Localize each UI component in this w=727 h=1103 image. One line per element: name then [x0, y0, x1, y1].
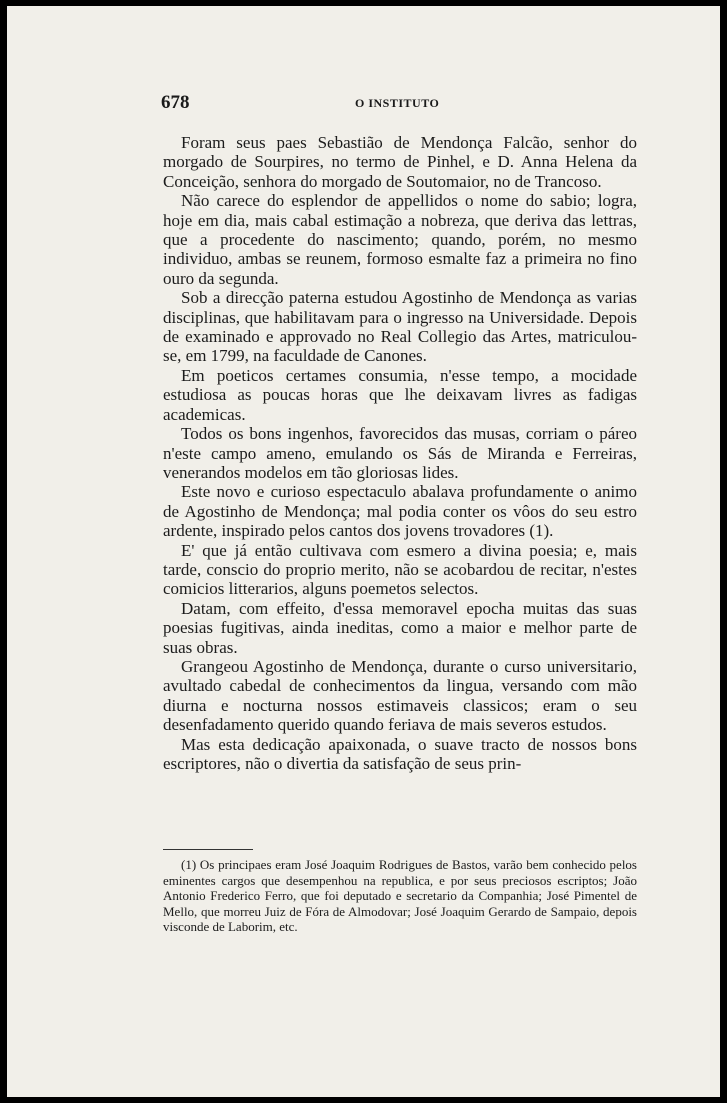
paragraph: Mas esta dedicação apaixonada, o suave tracto de nossos bons escriptores, não o divertia da satisfação de seus prin-	[163, 734, 637, 773]
paragraph: Todos os bons ingenhos, favorecidos das musas, corriam o páreo n'este campo ameno, emulando os Sás de Miranda e Ferreiras, venerandos modelos em tão gloriosas lides.	[163, 424, 637, 482]
footnote-marker: (1)	[181, 857, 197, 872]
paragraph: Este novo e curioso espectaculo abalava profundamente o animo de Agostinho de Mendonça; mal podia conter os vôos do seu estro ardente, inspirado pelos cantos dos jovens trovadores (1).	[163, 482, 637, 541]
paragraph: Sob a direcção paterna estudou Agostinho de Mendonça as varias disciplinas, que habilitavam para o ingresso na Universidade. Depois de examinado e approvado no Real Collegio das Artes, matriculou-se, em 1799, na faculdade de Canones.	[163, 288, 637, 366]
running-head: O INSTITUTO	[355, 96, 440, 110]
paragraph: Não carece do esplendor de appellidos o nome do sabio; logra, hoje em dia, mais cabal estimação a nobreza, que deriva das lettras, que a procedente do nascimento; quando, porém, no mesmo individuo, ambas se reunem, formoso esmalte faz a primeira no fino ouro da segunda.	[163, 191, 637, 288]
footnote	[163, 857, 637, 935]
page-number: 678	[161, 92, 190, 113]
book-page	[7, 6, 720, 1097]
page-header	[7, 92, 720, 116]
paragraph: Grangeou Agostinho de Mendonça, durante o curso universitario, avultado cabedal de conhecimentos da lingua, versando com mão diurna e nocturna nossos estimaveis classicos; eram o seu desenfadamento querido quando feriava de mais severos estudos.	[163, 656, 637, 735]
paragraph: Datam, com effeito, d'essa memoravel epocha muitas das suas poesias fugitivas, ainda ineditas, como a maior e melhor parte de suas obras.	[163, 598, 637, 657]
footnote-text: Os principaes eram José Joaquim Rodrigues de Bastos, varão bem conhecido pelos eminentes cargos que desempenhou na republica, e por seus preciosos escriptos; João Antonio Frederico Ferro, que foi deputado e secretario da Companhia; José Pimentel de Mello, que morreu Juiz de Fóra de Almodovar; José Joaquim Gerardo de Sampaio, depois visconde de Laborim, etc.	[163, 857, 637, 934]
paragraph: E' que já então cultivava com esmero a divina poesia; e, mais tarde, conscio do proprio merito, não se acobardou de recitar, n'estes comicios litterarios, alguns poemetos selectos.	[163, 540, 637, 599]
paragraph: Foram seus paes Sebastião de Mendonça Falcão, senhor do morgado de Sourpires, no termo de Pinhel, e D. Anna Helena da Conceição, senhora do morgado de Soutomaior, no de Trancoso.	[163, 133, 637, 191]
footnote-divider	[163, 849, 253, 850]
body-text	[163, 133, 637, 773]
paragraph: Em poeticos certames consumia, n'esse tempo, a mocidade estudiosa as poucas horas que lhe deixavam livres as fadigas academicas.	[163, 365, 637, 424]
